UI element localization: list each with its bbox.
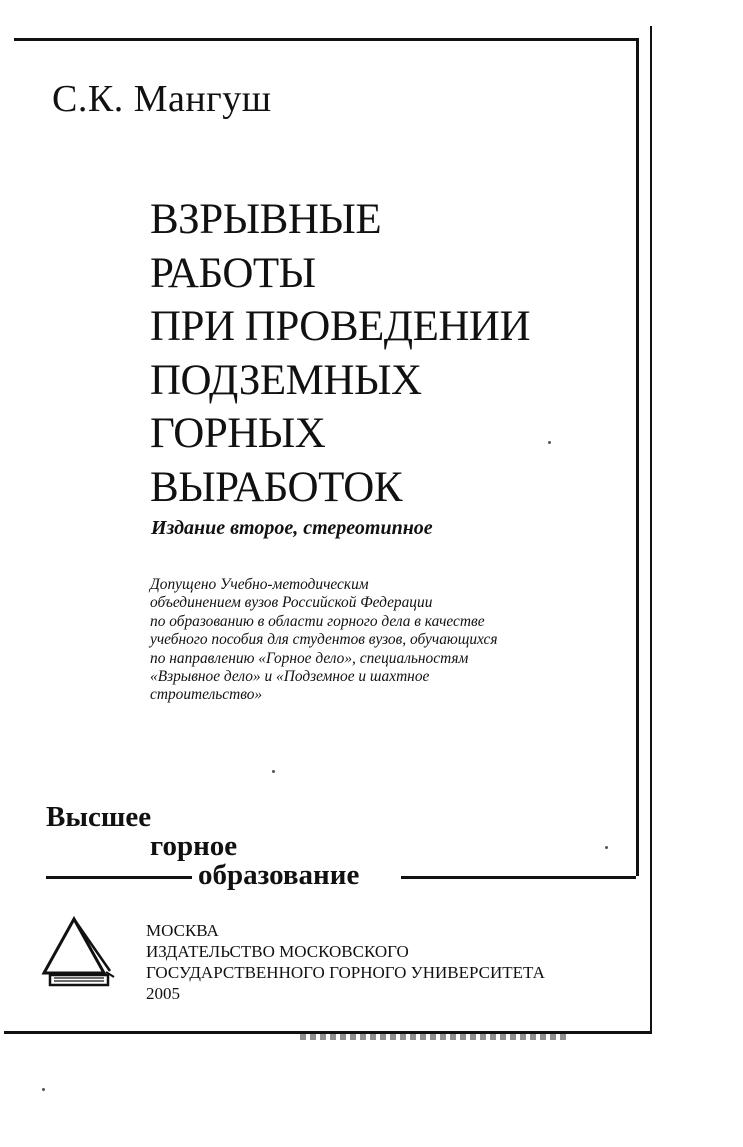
title-line: ВЗРЫВНЫЕ — [150, 196, 382, 243]
approval-statement — [150, 576, 498, 705]
publisher-name-line-1: ИЗДАТЕЛЬСТВО МОСКОВСКОГО — [146, 942, 409, 961]
approval-line: Допущено Учебно-методическим — [150, 576, 369, 593]
series-rule-left — [46, 876, 192, 879]
approval-line: по направлению «Горное дело», специальностям — [150, 649, 469, 667]
series-line-2: горное — [150, 830, 238, 862]
frame-top-rule — [14, 38, 638, 41]
approval-line: строительство» — [150, 686, 263, 704]
title-line: ПРИ ПРОВЕДЕНИИ — [150, 303, 531, 350]
series-line-1: Высшее — [46, 801, 152, 833]
approval-line: учебного пособия для студентов вузов, обучающихся — [150, 631, 498, 649]
title-line: ГОРНЫХ — [150, 410, 326, 457]
frame-right-rule — [636, 38, 639, 876]
approval-line: по образованию в области горного дела в качестве — [150, 612, 485, 630]
publisher-block — [146, 920, 545, 1004]
book-title — [150, 193, 530, 514]
publisher-city: МОСКВА — [146, 921, 219, 940]
title-line: ВЫРАБОТОК — [150, 463, 403, 511]
series-rule-right — [401, 876, 636, 879]
edition-note: Издание второе, стереотипное — [151, 517, 433, 539]
scan-speck — [272, 770, 275, 773]
scan-smudge — [300, 1034, 570, 1040]
approval-line: объединением вузов Российской Федерации — [150, 594, 433, 612]
title-line: ПОДЗЕМНЫХ — [150, 356, 422, 404]
author-name: С.К. Мангуш — [52, 78, 272, 120]
title-line: РАБОТЫ — [150, 249, 316, 297]
publisher-name-line-2: ГОСУДАРСТВЕННОГО ГОРНОГО УНИВЕРСИТЕТА — [146, 963, 545, 982]
publisher-triangle-book-icon — [40, 915, 120, 990]
series-line-3: образование — [198, 859, 360, 891]
publication-year: 2005 — [146, 984, 180, 1003]
frame-right-outer-rule — [650, 26, 652, 1034]
approval-line: «Взрывное дело» и «Подземное и шахтное — [150, 668, 430, 686]
scan-speck — [605, 846, 608, 849]
scan-speck — [42, 1088, 45, 1091]
scan-speck — [548, 441, 551, 444]
